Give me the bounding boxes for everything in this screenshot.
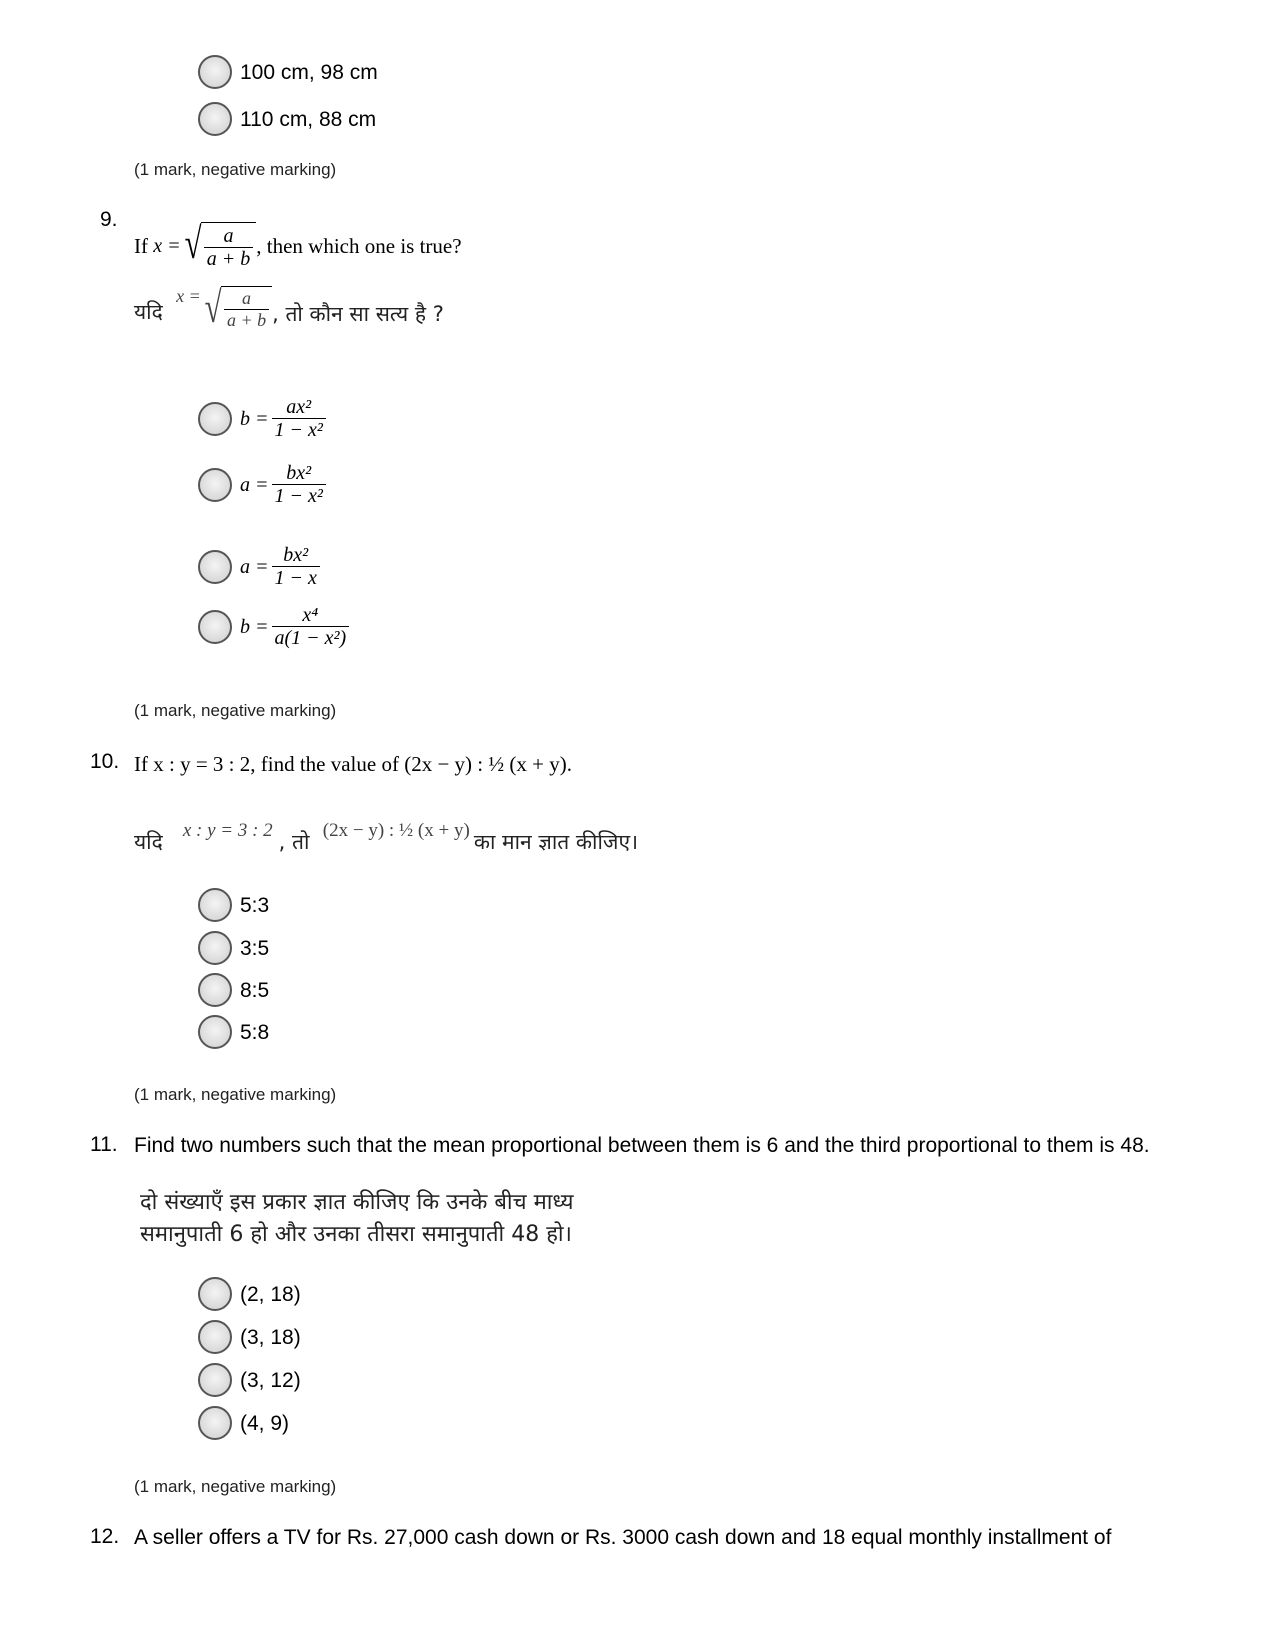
q9-en-prefix: If xyxy=(134,234,148,258)
radio-button[interactable] xyxy=(198,1406,232,1440)
q10-option-1[interactable] xyxy=(198,885,269,925)
q9-option-4[interactable] xyxy=(198,604,352,650)
q9-option-1[interactable] xyxy=(198,396,329,442)
q11-question-hi-line1: दो संख्याएँ इस प्रकार ज्ञात कीजिए कि उनके बीच माध्य xyxy=(140,1190,574,1215)
q10-hi-suffix: का मान ज्ञात कीजिए। xyxy=(473,830,639,854)
q9-expression xyxy=(153,219,256,271)
q10-number: 10. xyxy=(90,750,120,773)
formula-num: ax² xyxy=(286,396,312,418)
q10-question-en: If x : y = 3 : 2, find the value of (2x − y) : ½ (x + y). xyxy=(134,752,572,776)
option-formula xyxy=(240,396,329,442)
option-label: (4, 9) xyxy=(240,1411,290,1435)
q9-mark-note: (1 mark, negative marking) xyxy=(134,701,337,720)
q9-hi-expr-lhs: x = xyxy=(176,286,201,306)
q8-option-2[interactable] xyxy=(198,99,376,139)
q9-en-suffix: , then which one is true? xyxy=(256,234,462,258)
option-label: 100 cm, 98 cm xyxy=(240,60,378,84)
option-label: 3:5 xyxy=(240,936,270,960)
option-label: 5:8 xyxy=(240,1020,270,1044)
q9-hi-expression xyxy=(176,283,272,332)
q10-question-hi xyxy=(134,820,638,856)
q10-mark-note: (1 mark, negative marking) xyxy=(134,1085,337,1104)
formula-lhs: a = xyxy=(240,473,269,496)
q10-hi-prefix: यदि xyxy=(134,830,163,854)
option-formula xyxy=(240,604,352,650)
q9-number: 9. xyxy=(100,208,118,231)
q11-question-hi-line2: समानुपाती 6 हो और उनका तीसरा समानुपाती 48 हो। xyxy=(140,1222,572,1247)
q9-expr-lhs: x = xyxy=(153,235,181,257)
q10-hi-mid: , तो xyxy=(278,830,310,854)
formula-den: a(1 − x²) xyxy=(272,626,350,650)
formula-lhs: b = xyxy=(240,407,269,430)
formula-num: bx² xyxy=(286,462,312,484)
radio-button[interactable] xyxy=(198,102,232,136)
q9-expr-num: a xyxy=(223,225,234,247)
q10-option-2[interactable] xyxy=(198,928,269,968)
q10-hi-ratio: x : y = 3 : 2 xyxy=(182,820,273,841)
q10-hi-expr: (2x − y) : ½ (x + y) xyxy=(322,820,470,841)
formula-den: 1 − x xyxy=(272,566,320,590)
option-formula xyxy=(240,462,329,508)
q9-hi-expr-den: a + b xyxy=(224,309,269,331)
q11-option-3[interactable] xyxy=(198,1360,301,1400)
q11-question-en: Find two numbers such that the mean proportional between them is 6 and the third proportional to them is 48. xyxy=(134,1134,1150,1157)
radical-sign: √ xyxy=(184,219,202,268)
q9-question-hi xyxy=(134,283,444,332)
q9-hi-prefix: यदि xyxy=(134,300,163,325)
q9-hi-suffix: , तो कौन सा सत्य है ? xyxy=(272,302,444,327)
sqrt-symbol xyxy=(181,219,257,271)
q11-option-1[interactable] xyxy=(198,1274,301,1314)
q10-option-4[interactable] xyxy=(198,1012,269,1052)
q10-option-3[interactable] xyxy=(198,970,269,1010)
formula-lhs: a = xyxy=(240,555,269,578)
radio-button[interactable] xyxy=(198,55,232,89)
q9-expr-den: a + b xyxy=(204,247,254,271)
radio-button[interactable] xyxy=(198,468,232,502)
radio-button[interactable] xyxy=(198,550,232,584)
formula-den: 1 − x² xyxy=(272,484,326,508)
option-label: 8:5 xyxy=(240,978,270,1002)
q12-number: 12. xyxy=(90,1525,120,1548)
q9-question-en xyxy=(134,219,462,271)
option-label: 5:3 xyxy=(240,893,270,917)
formula-num: bx² xyxy=(283,544,309,566)
option-label: (3, 12) xyxy=(240,1368,301,1392)
radio-button[interactable] xyxy=(198,931,232,965)
q12-question-en: A seller offers a TV for Rs. 27,000 cash down or Rs. 3000 cash down and 18 equal monthly installment of xyxy=(134,1526,1112,1549)
q11-option-2[interactable] xyxy=(198,1317,301,1357)
radio-button[interactable] xyxy=(198,973,232,1007)
q9-option-3[interactable] xyxy=(198,544,323,590)
radio-button[interactable] xyxy=(198,610,232,644)
q11-mark-note: (1 mark, negative marking) xyxy=(134,1477,337,1496)
formula-lhs: b = xyxy=(240,615,269,638)
radio-button[interactable] xyxy=(198,402,232,436)
option-formula xyxy=(240,544,323,590)
formula-num: x⁴ xyxy=(302,604,319,626)
q9-hi-expr-num: a xyxy=(242,288,252,308)
radio-button[interactable] xyxy=(198,1277,232,1311)
q8-mark-note: (1 mark, negative marking) xyxy=(134,160,337,179)
q11-option-4[interactable] xyxy=(198,1403,289,1443)
option-label: (2, 18) xyxy=(240,1282,301,1306)
radio-button[interactable] xyxy=(198,1015,232,1049)
option-label: (3, 18) xyxy=(240,1325,301,1349)
radio-button[interactable] xyxy=(198,1363,232,1397)
formula-den: 1 − x² xyxy=(272,418,326,442)
q11-number: 11. xyxy=(90,1133,118,1156)
q8-option-1[interactable] xyxy=(198,52,378,92)
radical-sign: √ xyxy=(204,283,222,332)
q9-option-2[interactable] xyxy=(198,462,329,508)
radio-button[interactable] xyxy=(198,1320,232,1354)
option-label: 110 cm, 88 cm xyxy=(240,107,377,131)
radio-button[interactable] xyxy=(198,888,232,922)
